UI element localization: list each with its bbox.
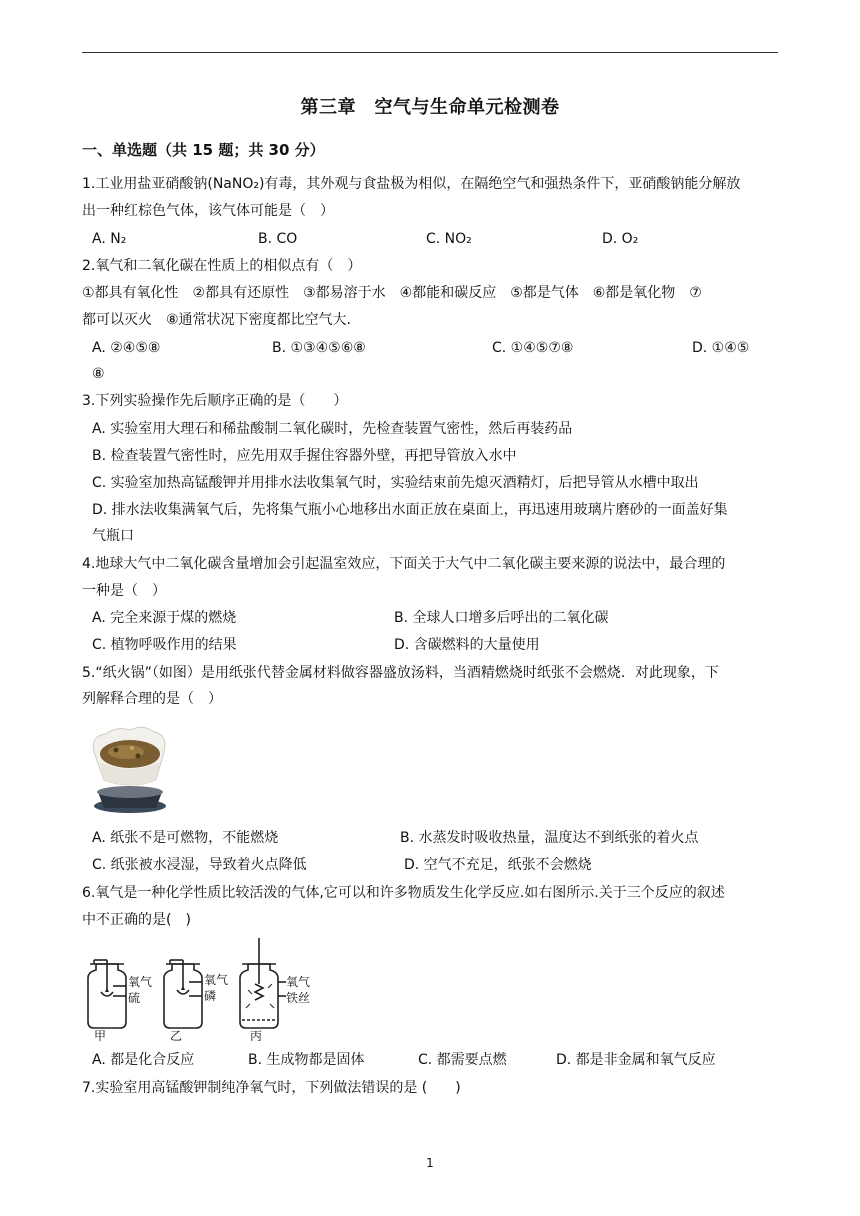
question-6-text: 6.氧气是一种化学性质比较活泼的气体,它可以和许多物质发生化学反应.如右图所示.关于三个反应的叙述 [82, 885, 725, 901]
oxygen-reactions-figure [80, 934, 320, 1042]
q5-option-a: A. 纸张不是可燃物，不能燃烧 [92, 830, 279, 846]
question-5-text: 5.“纸火锅”（如图）是用纸张代替金属材料做容器盛放汤料，当酒精燃烧时纸张不会燃烧．对此现象，下 [82, 665, 719, 681]
yi-substance-label: 磷 [204, 989, 217, 1003]
q6-option-d: D. 都是非金属和氧气反应 [556, 1052, 716, 1068]
q5-option-b: B. 水蒸发时吸收热量，温度达不到纸张的着火点 [400, 830, 699, 846]
bing-gas-label: 氧气 [286, 975, 311, 989]
flame-jia [105, 989, 109, 992]
q6-option-c: C. 都需要点燃 [418, 1052, 507, 1068]
question-2-text: 2.氧气和二氧化碳在性质上的相似点有（ ） [82, 258, 362, 274]
flame-yi [181, 987, 185, 990]
q2-option-d: D. ①④⑤ [692, 340, 750, 356]
q5-option-c: C. 纸张被水浸湿，导致着火点降低 [92, 857, 307, 873]
question-2-statements: ①都具有氧化性 ②都具有还原性 ③都易溶于水 ④都能和碳反应 ⑤都是气体 ⑥都是氧化物 ⑦ [82, 285, 702, 301]
bing-substance-label: 铁丝 [286, 991, 311, 1005]
question-7-text: 7.实验室用高锰酸钾制纯净氧气时，下列做法错误的是 ( ) [82, 1080, 461, 1096]
bing-label: 丙 [250, 1029, 263, 1042]
yi-gas-label: 氧气 [204, 973, 229, 987]
section-heading: 一、单选题（共 15 题；共 30 分） [82, 141, 325, 159]
jia-gas-label: 氧气 [128, 975, 153, 989]
q6-option-b: B. 生成物都是固体 [248, 1052, 365, 1068]
jar-bing [240, 938, 286, 1028]
question-3-text: 3.下列实验操作先后顺序正确的是（ ） [82, 393, 348, 409]
sparks-bing [246, 984, 274, 1008]
q2-option-c: C. ①④⑤⑦⑧ [492, 340, 574, 356]
q2-option-d-cont: ⑧ [92, 366, 105, 382]
q3-option-c: C. 实验室加热高锰酸钾并用排水法收集氧气时，实验结束前先熄灭酒精灯，后把导管从水槽中取出 [92, 475, 699, 491]
paper-hotpot-image [86, 722, 170, 816]
q3-option-a: A. 实验室用大理石和稀盐酸制二氧化碳时，先检查装置气密性，然后再装药品 [92, 421, 573, 437]
page-title: 第三章 空气与生命单元检测卷 [300, 97, 560, 118]
jia-substance-label: 硫 [128, 991, 141, 1005]
question-4-text-cont: 一种是（ ） [82, 583, 166, 599]
question-5-text-cont: 列解释合理的是（ ） [82, 691, 222, 707]
q4-option-c: C. 植物呼吸作用的结果 [92, 637, 237, 653]
question-1-text: 1.工业用盐亚硝酸钠(NaNO₂)有毒，其外观与食盐极为相似，在隔绝空气和强热条件下，亚硝酸钠能分解放 [82, 176, 741, 192]
q1-option-a: A. N₂ [92, 231, 127, 247]
q3-option-b: B. 检查装置气密性时，应先用双手握住容器外壁，再把导管放入水中 [92, 448, 517, 464]
q4-option-d: D. 含碳燃料的大量使用 [394, 637, 540, 653]
q2-option-b: B. ①③④⑤⑥⑧ [272, 340, 366, 356]
question-2-statements-cont: 都可以灭火 ⑧通常状况下密度都比空气大. [82, 312, 351, 328]
yi-label: 乙 [170, 1029, 183, 1042]
jar-yi [164, 960, 202, 1028]
question-6-text-cont: 中不正确的是( ) [82, 912, 191, 928]
jar-jia [88, 960, 126, 1028]
q3-option-d: D. 排水法收集满氧气后，先将集气瓶小心地移出水面正放在桌面上，再迅速用玻璃片磨砂的一面盖好集 [92, 502, 728, 518]
page-number: 1 [426, 1156, 434, 1170]
q1-option-c: C. NO₂ [426, 231, 472, 247]
q2-option-a: A. ②④⑤⑧ [92, 340, 161, 356]
q1-option-b: B. CO [258, 231, 298, 247]
q4-option-b: B. 全球人口增多后呼出的二氧化碳 [394, 610, 609, 626]
q3-option-d-cont: 气瓶口 [92, 528, 134, 544]
question-1-text-cont: 出一种红棕色气体，该气体可能是（ ） [82, 203, 334, 219]
q4-option-a: A. 完全来源于煤的燃烧 [92, 610, 237, 626]
q5-option-d: D. 空气不充足，纸张不会燃烧 [404, 857, 592, 873]
question-4-text: 4.地球大气中二氧化碳含量增加会引起温室效应，下面关于大气中二氧化碳主要来源的说法中，最合理的 [82, 556, 726, 572]
header-rule [82, 52, 778, 53]
q6-option-a: A. 都是化合反应 [92, 1052, 195, 1068]
q1-option-d: D. O₂ [602, 231, 639, 247]
jia-label: 甲 [94, 1029, 107, 1042]
